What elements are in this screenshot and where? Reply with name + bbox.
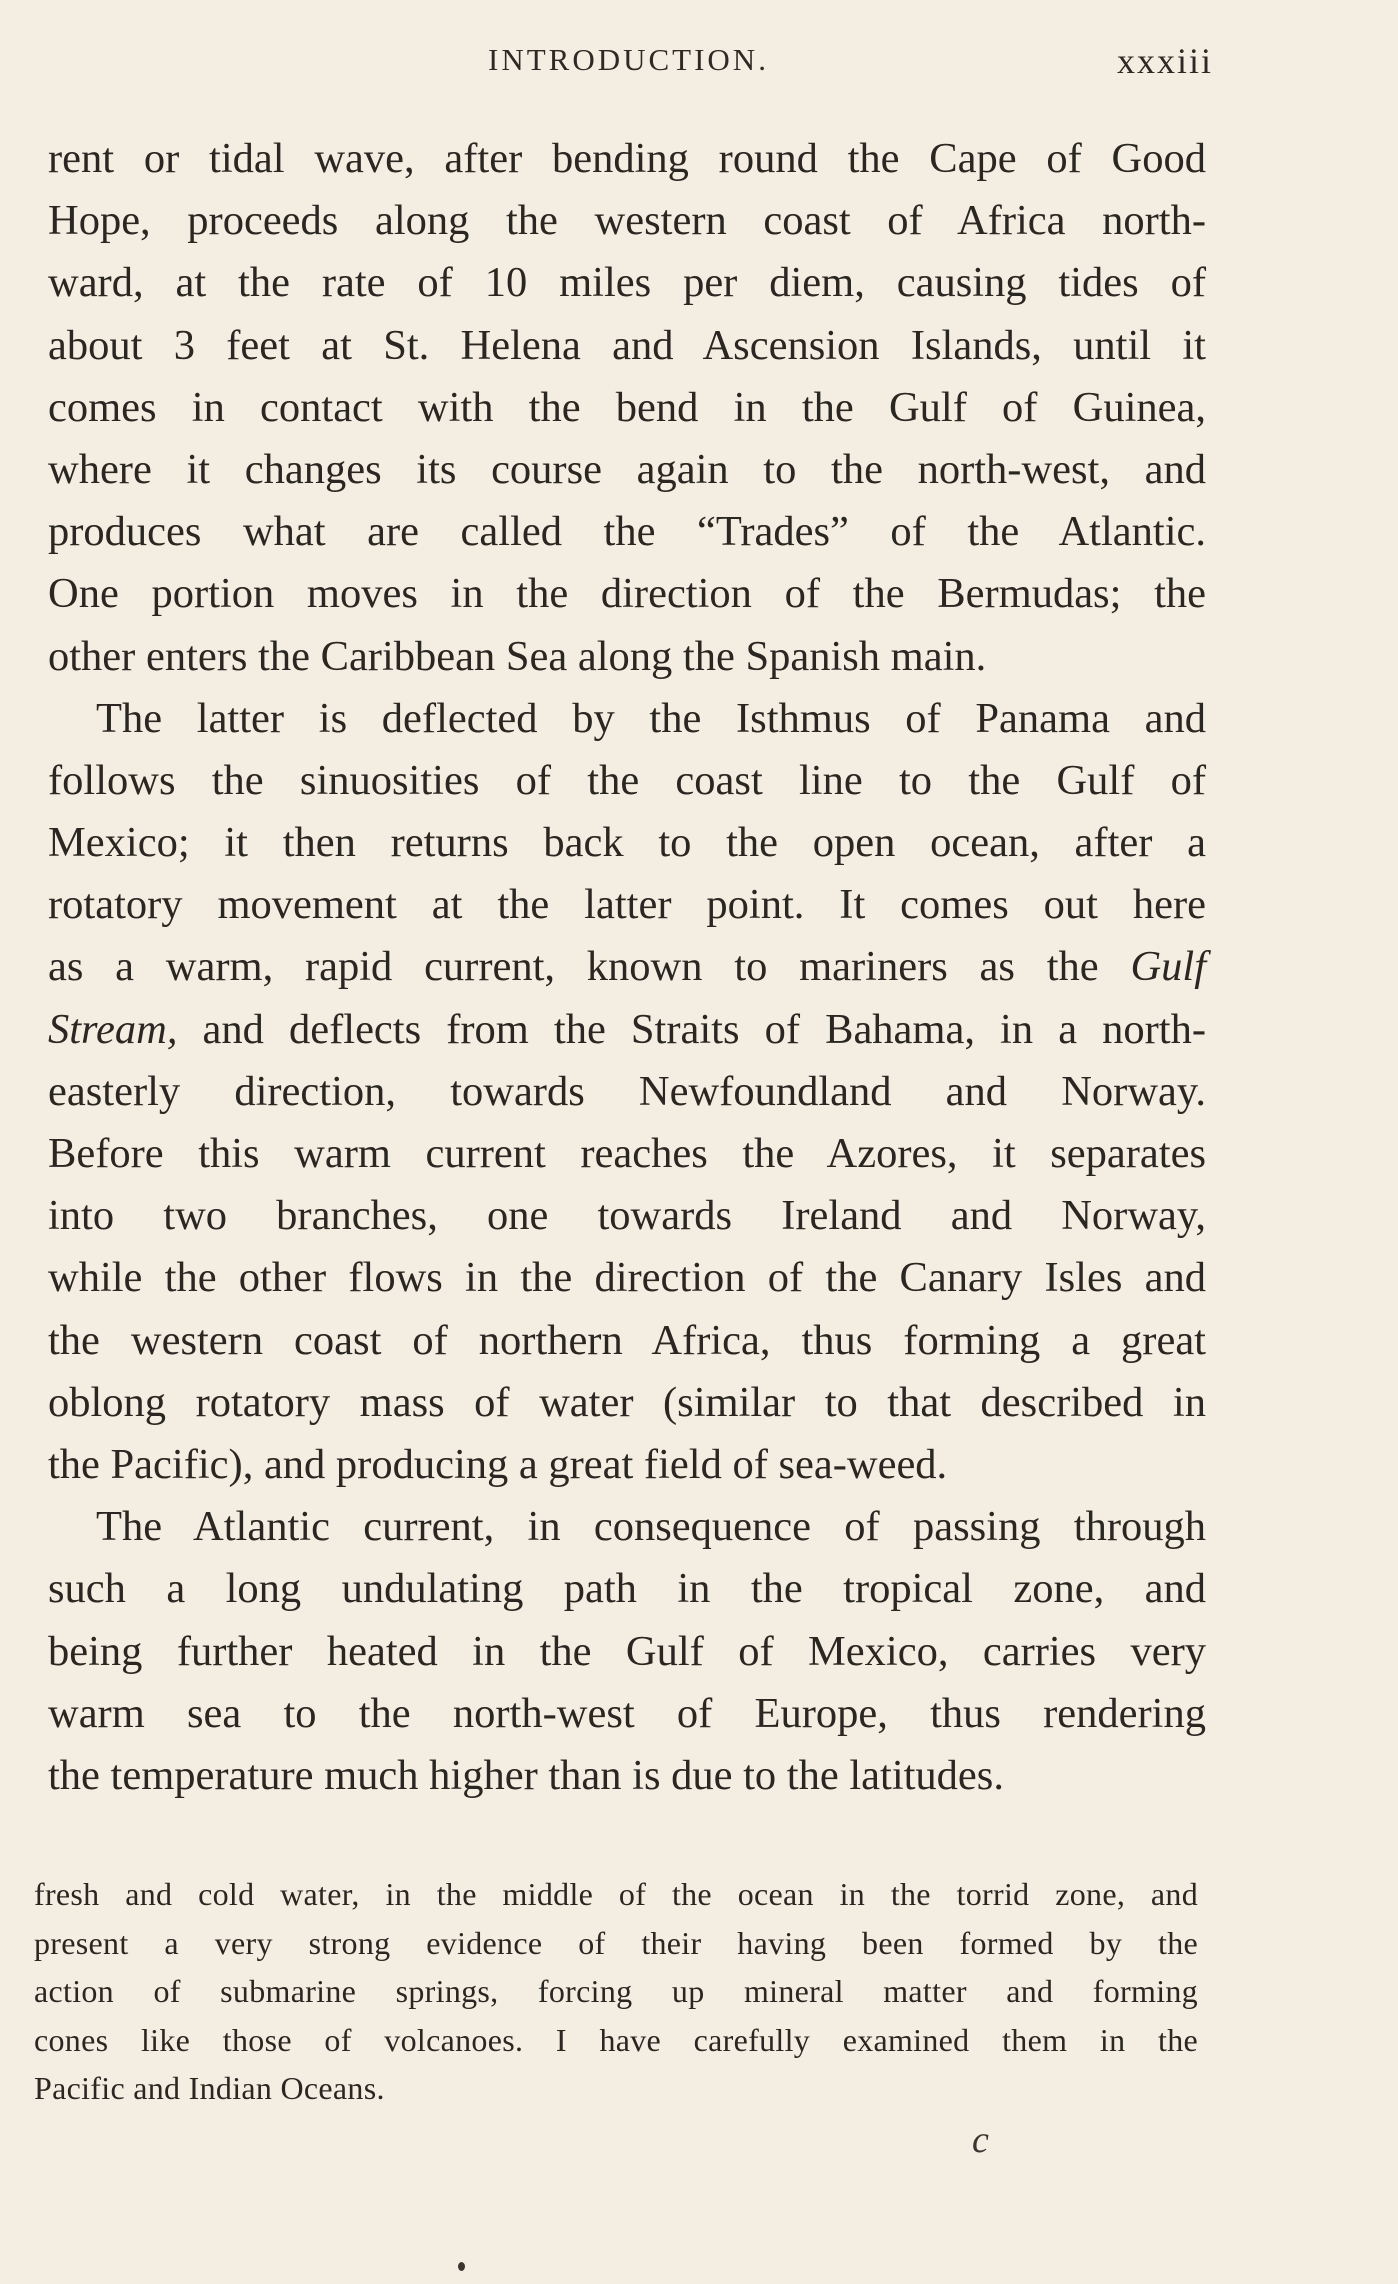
text-line: Mexico; it then returns back to the open ocean, after a: [48, 819, 1206, 867]
footnote-line: Pacific and Indian Oceans.: [34, 2070, 385, 2106]
running-head: [488, 42, 1213, 92]
text-line: the temperature much higher than is due to the latitudes.: [48, 1751, 1004, 1799]
text-line: rotatory movement at the latter point. It comes out here: [48, 881, 1206, 929]
text-line: the western coast of northern Africa, thus forming a great: [48, 1316, 1206, 1364]
paragraph-start-line: The latter is deflected by the Isthmus of Panama and: [96, 694, 1206, 742]
text-line: One portion moves in the direction of the Bermudas; the: [48, 570, 1206, 618]
running-title: INTRODUCTION.: [488, 42, 769, 77]
text-line: rent or tidal wave, after bending round the Cape of Good: [48, 135, 1206, 182]
text-line: easterly direction, towards Newfoundland and Norway.: [48, 1067, 1206, 1115]
body-text: [48, 128, 1206, 1807]
text-line: being further heated in the Gulf of Mexico, carries very: [48, 1627, 1206, 1675]
paragraph-start-line: The Atlantic current, in consequence of passing through: [96, 1503, 1206, 1551]
page-number: xxxiii: [1116, 41, 1213, 81]
text-line: where it changes its course again to the north-west, and: [48, 445, 1206, 493]
footnote-line: fresh and cold water, in the middle of the ocean in the torrid zone, and: [34, 1876, 1198, 1912]
ink-speck: [458, 2262, 465, 2271]
text-line: into two branches, one towards Ireland and Norway,: [48, 1192, 1206, 1240]
italic-term: Gulf: [1130, 943, 1206, 991]
footnote-line: cones like those of volcanoes. I have carefully examined them in the: [34, 2021, 1198, 2058]
text-line: while the other flows in the direction of the Canary Isles and: [48, 1254, 1206, 1302]
text-line: [48, 999, 1206, 1061]
text-fragment: as a warm, rapid current, known to mariners as the: [48, 943, 1099, 991]
text-line: the Pacific), and producing a great field of sea-weed.: [48, 1440, 948, 1488]
text-line: follows the sinuosities of the coast line to the Gulf of: [48, 756, 1206, 804]
text-line: oblong rotatory mass of water (similar to that described in: [48, 1378, 1206, 1426]
text-line: ward, at the rate of 10 miles per diem, causing tides of: [48, 259, 1206, 307]
text-line: comes in contact with the bend in the Gulf of Guinea,: [48, 383, 1206, 431]
text-fragment: and deflects from the Straits of Bahama, in a north-: [202, 1005, 1206, 1053]
text-line: other enters the Caribbean Sea along the Spanish main.: [48, 632, 987, 680]
text-line: Before this warm current reaches the Azores, it separates: [48, 1130, 1206, 1177]
footnote: [34, 1870, 1198, 2113]
text-line: Hope, proceeds along the western coast of Africa north-: [48, 197, 1206, 245]
signature-mark: c: [972, 2119, 989, 2161]
text-line: produces what are called the “Trades” of the Atlantic.: [48, 508, 1206, 556]
text-line: [48, 936, 1206, 998]
italic-term: Stream,: [48, 1005, 178, 1053]
text-line: such a long undulating path in the tropical zone, and: [48, 1565, 1206, 1613]
text-line: warm sea to the north-west of Europe, thus rendering: [48, 1689, 1206, 1737]
text-line: about 3 feet at St. Helena and Ascension Islands, until it: [48, 321, 1206, 369]
footnote-line: action of submarine springs, forcing up mineral matter and forming: [34, 1973, 1198, 2009]
footnote-line: present a very strong evidence of their having been formed by the: [34, 1924, 1198, 1961]
